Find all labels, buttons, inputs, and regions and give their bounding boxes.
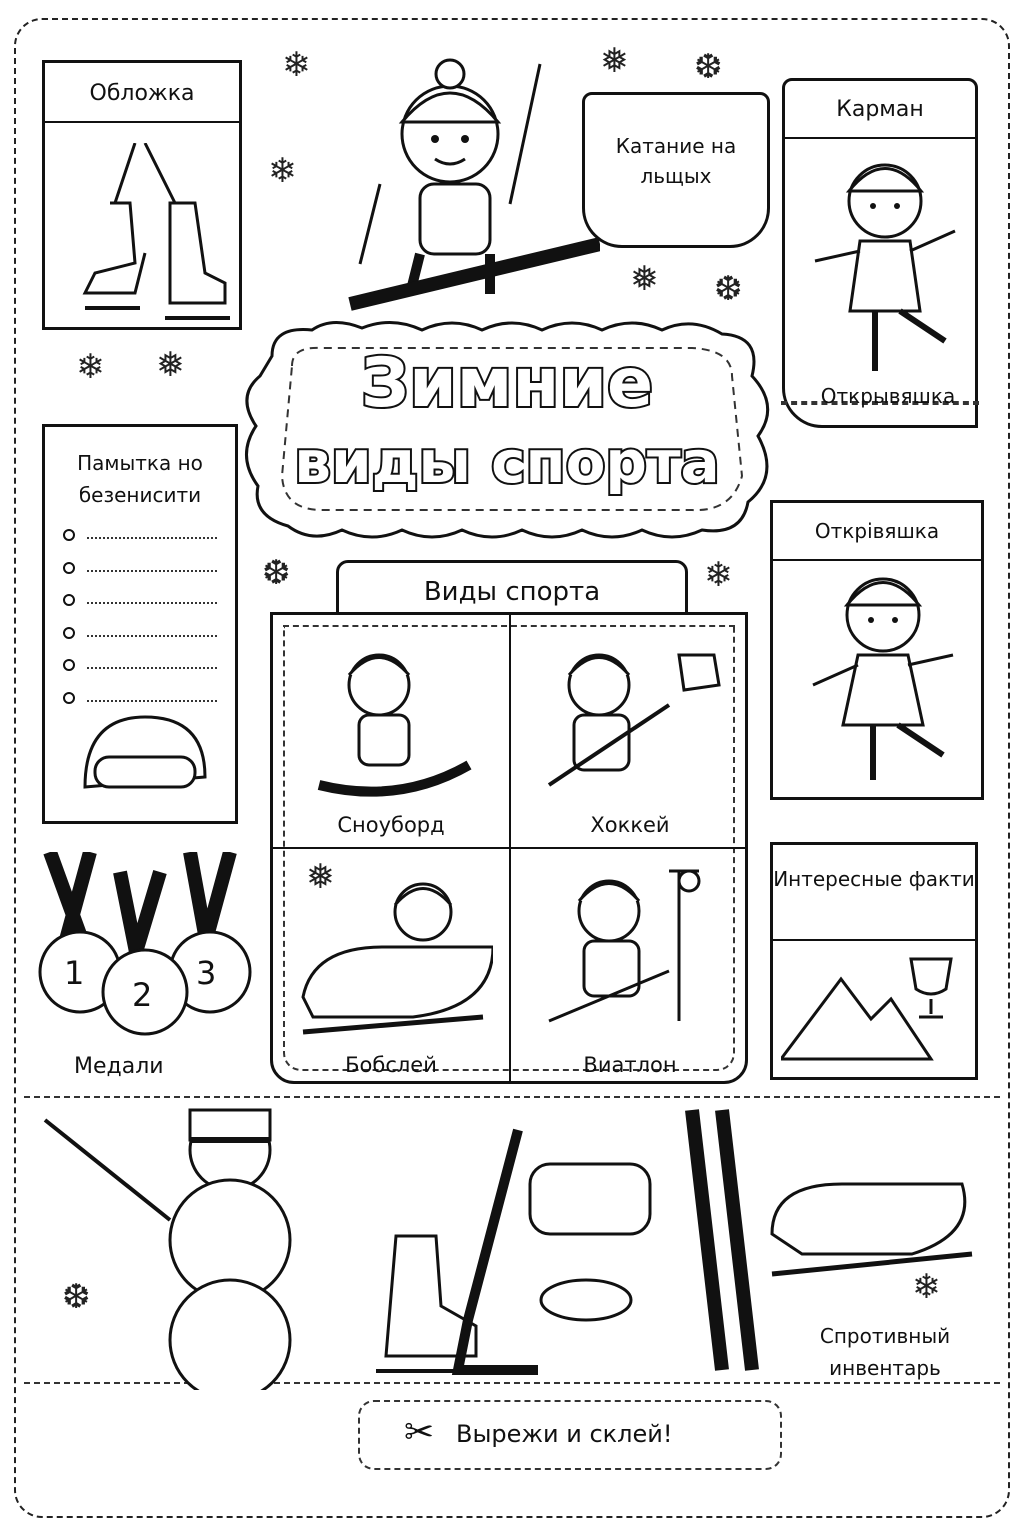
sport-cell-hockey[interactable] <box>509 615 751 847</box>
biathlete-icon <box>529 861 729 1041</box>
trophy-mountain-icon <box>781 949 971 1069</box>
snowflake-icon: ❅ <box>600 41 629 81</box>
memo-line[interactable] <box>63 519 217 552</box>
snowflake-icon: ❄ <box>704 555 733 595</box>
memo-checklist <box>63 519 217 714</box>
memo-card[interactable] <box>42 424 238 824</box>
title-line2: виды спорта <box>294 428 720 496</box>
snowflake-icon: ❆ <box>694 47 723 87</box>
title-line1: Зимние <box>360 344 654 423</box>
memo-line[interactable] <box>63 584 217 617</box>
snowflake-icon: ❅ <box>630 259 659 299</box>
equipment-label: Спротивный инвентарь <box>819 1324 951 1380</box>
cover-card[interactable] <box>42 60 242 330</box>
helmet-icon <box>75 707 215 807</box>
skier-illustration <box>340 44 600 324</box>
title-cloud <box>232 316 782 544</box>
sport-label: Бобслей <box>345 1053 437 1077</box>
ski-banner-label: Катание на льщых <box>615 134 737 188</box>
cut-and-glue-label: Вырежи и склей! <box>456 1420 673 1448</box>
ski-banner[interactable] <box>582 92 770 248</box>
sport-cell-snowboard[interactable] <box>273 615 509 847</box>
scissors-icon: ✂ <box>404 1412 435 1453</box>
snowman-icon <box>40 1090 340 1390</box>
pocket-label: Карман <box>836 97 924 122</box>
snowflake-icon: ❆ <box>262 553 291 593</box>
memo-label: Памытка но безенисити <box>77 451 203 507</box>
snowflake-icon: ❆ <box>714 269 743 309</box>
snowflake-icon: ❄ <box>268 151 297 191</box>
medal-number-1: 1 <box>64 954 85 992</box>
facts-card[interactable] <box>770 842 978 1080</box>
snowflake-icon: ❄ <box>76 347 105 387</box>
puck-icon <box>536 1270 636 1330</box>
snowflake-icon: ❅ <box>306 857 335 897</box>
sports-panel <box>270 612 748 1084</box>
skis-icon <box>672 1100 772 1380</box>
cover-label: Обложка <box>89 81 195 106</box>
sport-label: Хоккей <box>590 813 670 837</box>
ice-skates-icon <box>75 143 235 323</box>
sports-header-label: Виды спорта <box>423 577 601 607</box>
snowflake-icon: ❄ <box>912 1267 941 1307</box>
snowboarder-icon <box>309 635 479 805</box>
memo-line[interactable] <box>63 649 217 682</box>
medal-number-3: 3 <box>196 954 217 992</box>
snowflake-icon: ❄ <box>282 45 311 85</box>
opener-label: Открівяшка <box>814 519 940 543</box>
pocket-footer-label: Открывяшка <box>820 384 956 408</box>
hockey-player-icon <box>529 635 729 805</box>
medal-number-2: 2 <box>132 976 153 1014</box>
facts-label: Интересные факти <box>773 867 975 891</box>
pocket-card[interactable] <box>782 78 978 428</box>
sled-icon <box>762 1144 982 1294</box>
sport-label: Сноуборд <box>337 813 445 837</box>
snowflake-icon: ❅ <box>156 345 185 385</box>
girl-skater-2-illustration <box>803 565 963 795</box>
opener-card[interactable] <box>770 500 984 800</box>
memo-line[interactable] <box>63 552 217 585</box>
sport-cell-biathlon[interactable] <box>509 847 751 1087</box>
girl-skater-illustration <box>805 151 965 391</box>
cut-and-glue-banner[interactable] <box>358 1400 782 1470</box>
medals-label: Медали <box>74 1054 164 1079</box>
helmet-item-icon <box>520 1144 660 1244</box>
sport-label: Виатлон <box>583 1053 677 1077</box>
memo-line[interactable] <box>63 617 217 650</box>
snowflake-icon: ❆ <box>62 1277 91 1317</box>
